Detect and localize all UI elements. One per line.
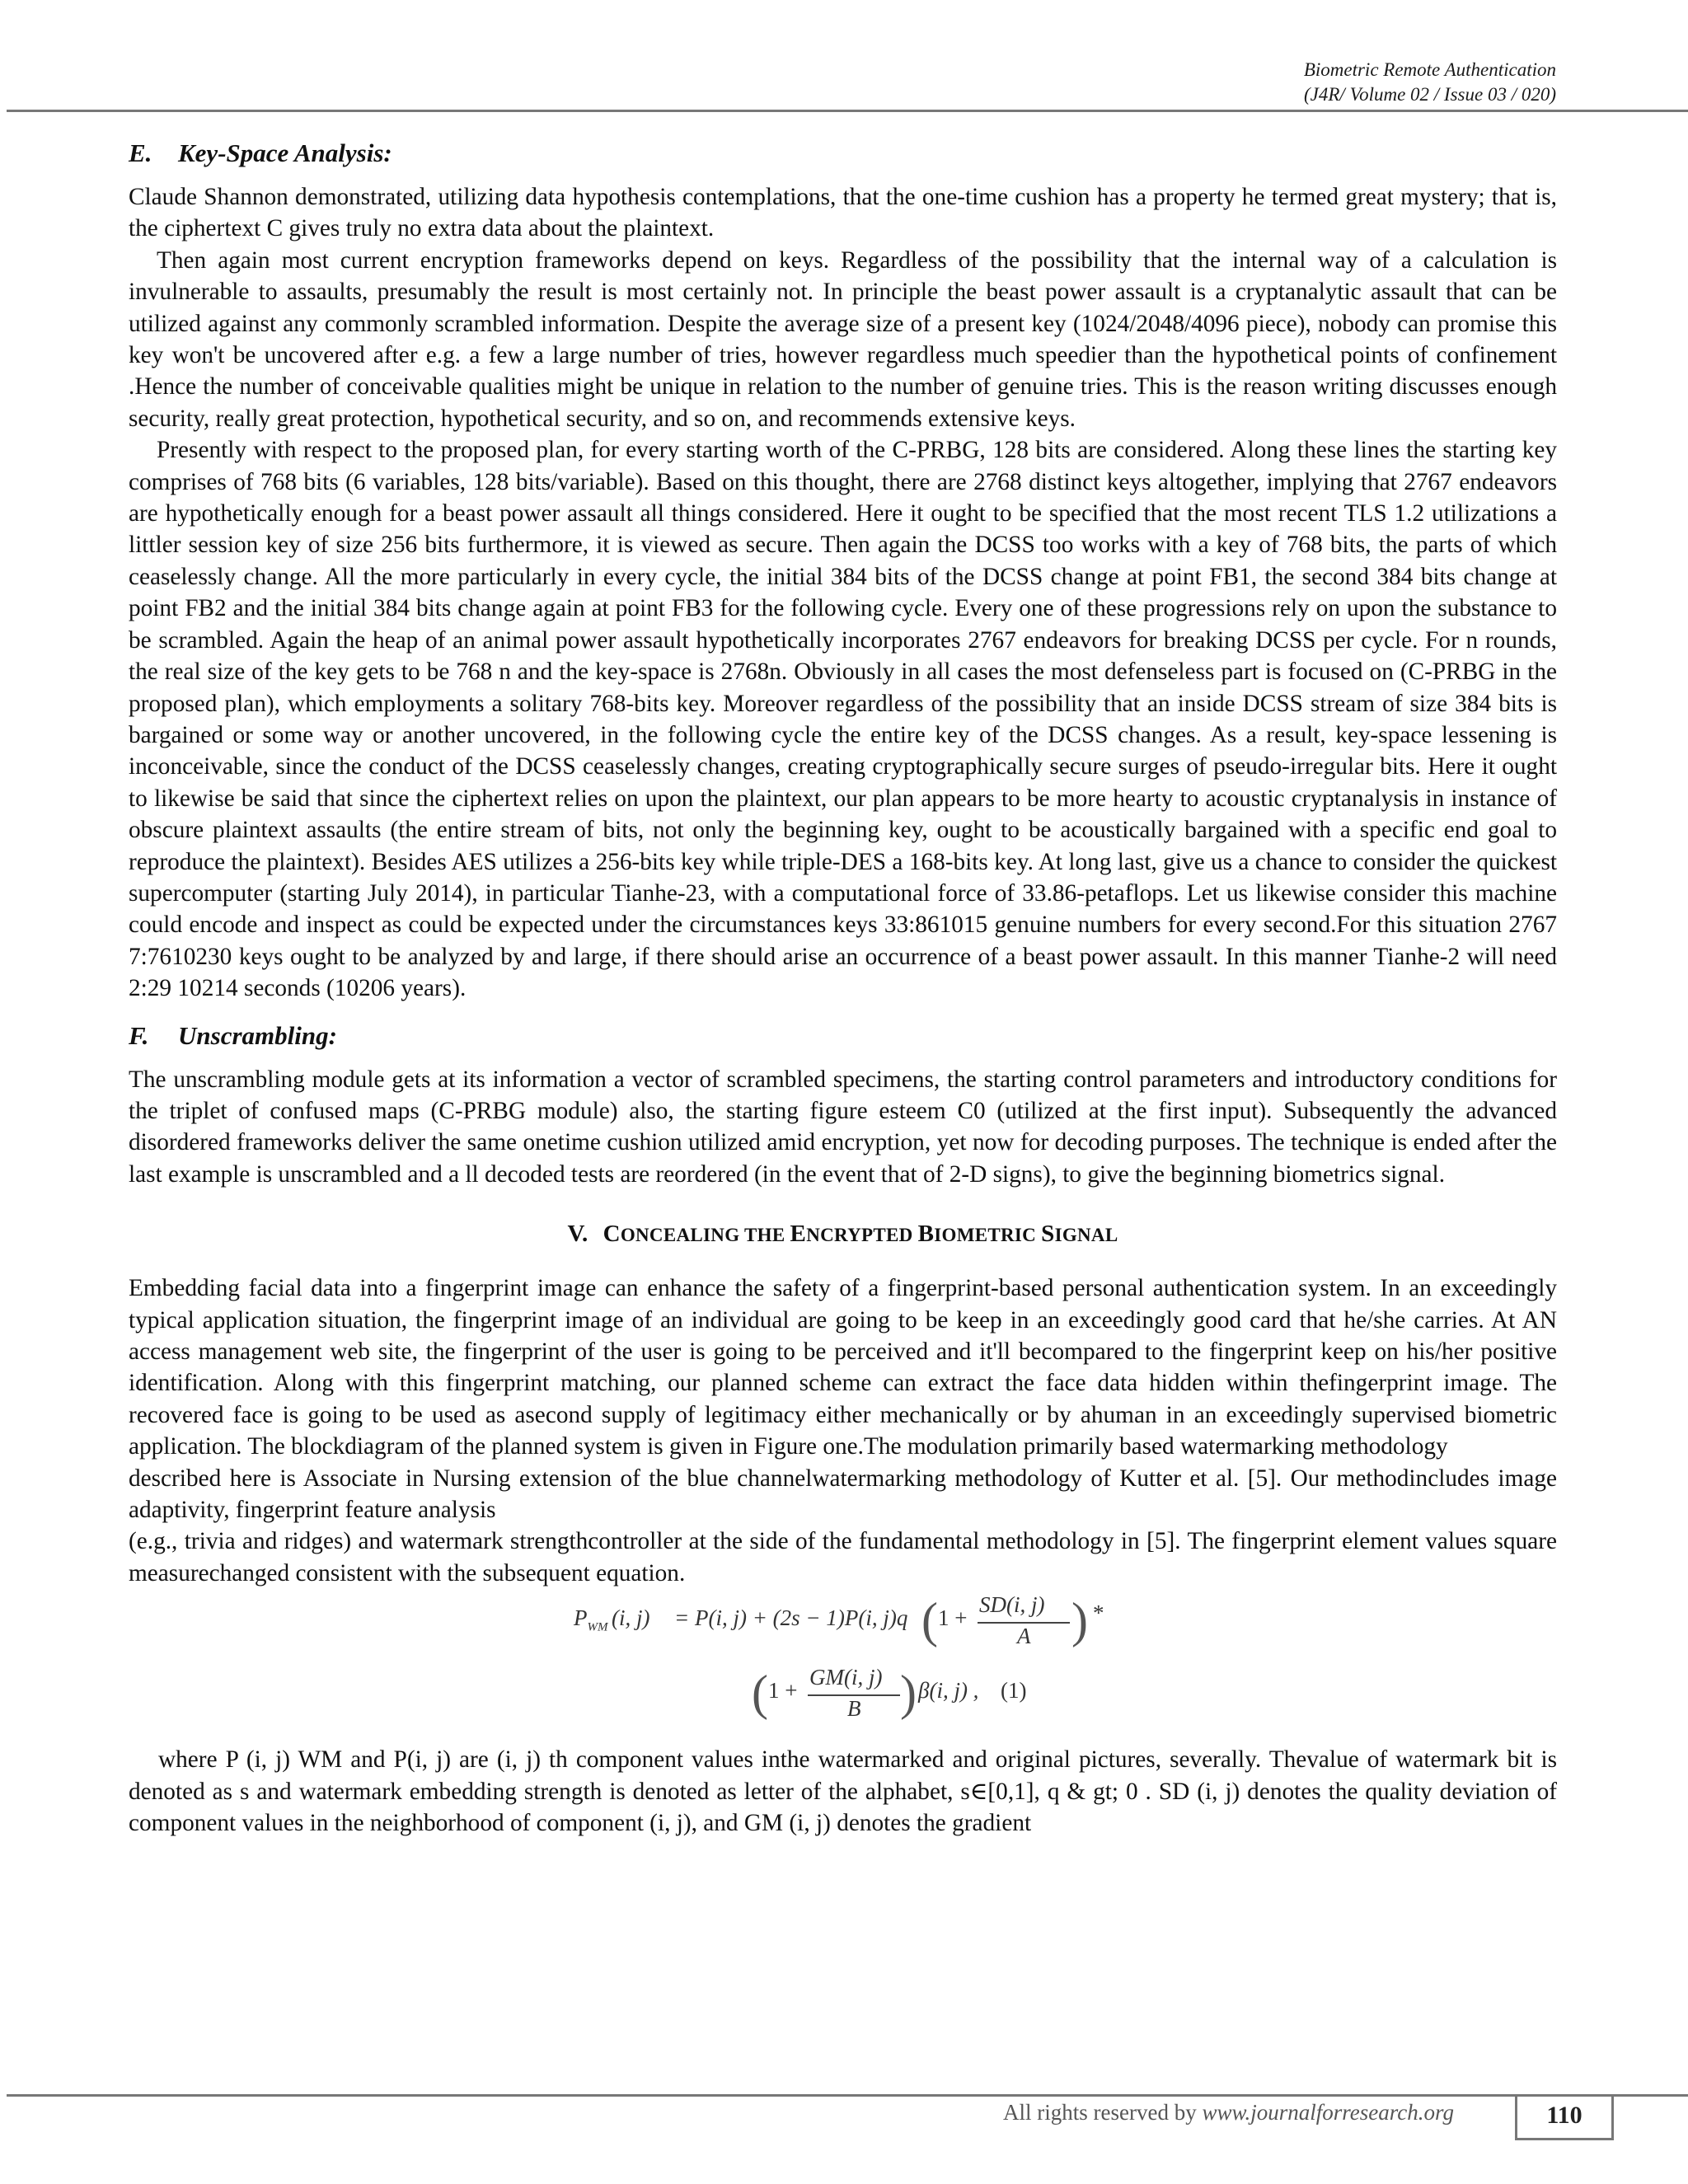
equation-paren-open-1: ( (921, 1593, 938, 1648)
section-v-title-c-rest: ONCEALING THE (620, 1225, 790, 1246)
section-v-title-s-rest: IGNAL (1054, 1225, 1118, 1246)
equation-rhs-part1: = P(i, j) + (2s − 1)P(i, j)q (674, 1605, 908, 1631)
equation-paren-open-2: ( (752, 1666, 768, 1721)
section-e-title: Key-Space Analysis: (178, 138, 392, 167)
header-title: Biometric Remote Authentication (1303, 59, 1556, 80)
running-header (1304, 58, 1556, 107)
section-e-paragraph-2: Then again most current encryption frameworks depend on keys. Regardless of the possibility that the internal way of a calculation is invulnerable to assaults, presumably the result is most certainly not. In principle the beast power assault is a cryptanalytic assault that can be utilized against any commonly scrambled information. Despite the average size of a present key (1024/2048/4096 piece), nobody can promise this key won't be uncovered after e.g. a few a large number of tries, however regardless much speedier than the hypothetical points of confinement .Hence the number of conceivable qualities might be unique in relation to the number of genuine tries. This is the reason writing discusses enough security, really great protection, hypothetical security, and so on, and recommends extensive keys. (129, 246, 1557, 432)
equation-one-plus-2: 1 + (768, 1678, 798, 1704)
section-f-number: F. (129, 1020, 149, 1050)
section-e-paragraph-3: Presently with respect to the proposed plan, for every starting worth of the C-PRBG, 128 bits are considered. Along these lines the starting key comprises of 768 bits (6 variables, 128 bits/variable). Based on this thought, there are 2768 distinct keys altogether, implying that 2767 endeavors are hypothetically enough for a beast power assault all things considered. Here it ought to be specified that the most recent TLS 1.2 utilizations a littler session key of size 256 bits furthermore, it is viewed as secure. Then again the DCSS too works with a key of 768 bits, the parts of which ceaselessly change. All the more particularly in every cycle, the initial 384 bits of the DCSS change at point FB1, the second 384 bits change at point FB2 and the initial 384 bits change again at point FB3 for the following cycle. Every one of these progressions rely on upon the substance to be scrambled. Again the heap of an animal power assault hypothetically incorporates 2767 endeavors for breaking DCSS per cycle. For n rounds, the real size of the key gets to be 768 n and the key-space is 2768n. Obviously in all cases the most defenseless part is focused on (C-PRBG in the proposed plan), which employments a solitary 768-bits key. Moreover regardless of the possibility that an inside DCSS stream of size 384 bits is bargained or some way or another uncovered, in the following cycle the entire key of the DCSS changes. As a result, key-space lessening is inconceivable, since the conduct of the DCSS ceaselessly changes, creating cryptographically secure surges of pseudo-irregular bits. Here it ought to likewise be said that since the ciphertext relies on upon the plaintext, our plan appears to be more hearty to acoustic cryptanalysis in instance of obscure plaintext assaults (the entire stream of bits, not only the beginning key, ought to be acoustically bargained with a specific end goal to reproduce the plaintext). Besides AES utilizes a 256-bits key while triple-DES a 168-bits key. At long last, give us a chance to consider the quickest supercomputer (starting July 2014), in particular Tianhe-23, with a computational force of 33.86-petaflops. Let us likewise consider this machine could encode and inspect as could be expected under the circumstances keys 33:861015 genuine numbers for every second.For this situation 2767 7:7610230 keys ought to be analyzed by and large, if there should arise an occurrence of a beast power assault. In this manner Tianhe-2 will need 2:29 10214 seconds (10206 years). (129, 437, 1557, 1002)
equation-paren-close-1: ) (1071, 1593, 1088, 1648)
page-body (129, 137, 1557, 1839)
equation-1 (565, 1594, 1109, 1736)
equation-lhs: $P_{WM}$ (574, 1605, 608, 1634)
equation-paren-close-2: ) (900, 1666, 917, 1721)
equation-frac2-den: B (847, 1696, 861, 1722)
equation-frac1-den: A (1017, 1624, 1031, 1649)
section-e-paragraph-1: Claude Shannon demonstrated, utilizing data hypothesis contemplations, that the one-time cushion has a property he termed great mystery; that is, the ciphertext C gives truly no extra data about the plaintext. (129, 184, 1557, 242)
section-v-line-2: described here is Associate in Nursing extension of the blue channelwatermarking methodology of Kutter et al. [5]. Our methodincludes image adaptivity, fingerprint feature analysis (129, 1465, 1557, 1524)
section-f-title: Unscrambling: (178, 1020, 337, 1050)
section-v-title-e-rest: NCRYPTED (806, 1225, 918, 1246)
section-v-title-c: C (603, 1221, 621, 1248)
equation-frac2-num: GM(i, j) (809, 1665, 883, 1690)
section-v-heading (129, 1218, 1557, 1251)
section-v-after-equation: where P (i, j) WM and P(i, j) are (i, j) th component values inthe watermarked and original pictures, severally. Thevalue of watermark bit is denoted as s and watermark embedding strength is denoted as letter of the alphabet, s∈[0,1], q & gt; 0 . SD (i, j) denotes the quality deviation of component values in the neighborhood of component (i, j), and GM (i, j) denotes the gradient (129, 1746, 1557, 1837)
page-number: 110 (1515, 2094, 1614, 2140)
section-v-line-1: Embedding facial data into a fingerprint image can enhance the safety of a fingerprint-based personal authentication system. In an exceedingly typical application situation, the fingerprint image of an individual are going to be keep in an exceedingly good card that he/she carries. At AN access management web site, the fingerprint of the user is going to be perceived and it'll becompared to the fingerprint keep on his/her positive identification. Along with this fingerprint matching, our planned scheme can extract the face data hidden within thefingerprint image. The recovered face is going to be used as asecond supply of legitimacy either mechanically or by ahuman in an exceedingly supervised biometric application. The blockdiagram of the planned system is given in Figure one.The modulation primarily based watermarking methodology (129, 1275, 1557, 1460)
equation-one-plus-1: 1 + (938, 1605, 968, 1631)
footer-rights (1003, 2096, 1454, 2129)
equation-label: (1) (1001, 1678, 1027, 1704)
section-v-title-e: E (790, 1221, 807, 1248)
section-v-line-3: (e.g., trivia and ridges) and watermark strengthcontroller at the side of the fundamental methodology in [5]. The fingerprint element values square measurechanged consistent with the subsequent equation. (129, 1528, 1557, 1586)
equation-lhs-args: (i, j) (612, 1605, 650, 1631)
footer-url-link[interactable]: www.journalforresearch.org (1202, 2100, 1454, 2125)
footer-rights-prefix: All rights reserved by (1003, 2100, 1203, 2125)
header-divider (7, 110, 1688, 112)
section-v-numeral: V. (567, 1221, 588, 1248)
equation-star: * (1093, 1601, 1104, 1626)
section-f-heading (129, 1019, 1557, 1052)
equation-frac1-num: SD(i, j) (979, 1592, 1045, 1618)
section-f-paragraph-1: The unscrambling module gets at its information a vector of scrambled specimens, the starting control parameters and introductory conditions for the triplet of confused maps (C-PRBG module) also, the starting figure esteem C0 (utilized at the first input). Subsequently the advanced disordered frameworks deliver the same onetime cushion utilized amid encryption, yet now for decoding purposes. The technique is ended after the last example is unscrambled and a ll decoded tests are reordered (in the event that of 2-D signs), to give the beginning biometrics signal. (129, 1066, 1557, 1188)
header-volume: (J4R/ Volume 02 / Issue 03 / 020) (1304, 84, 1556, 105)
section-v-title-s: S (1041, 1221, 1055, 1248)
equation-tail: β(i, j) , (918, 1678, 979, 1704)
section-v-title-b: B (917, 1221, 935, 1248)
section-e-heading (129, 137, 1557, 170)
section-e-number: E. (129, 138, 152, 167)
section-v-title-b-rest: IOMETRIC (934, 1225, 1042, 1246)
